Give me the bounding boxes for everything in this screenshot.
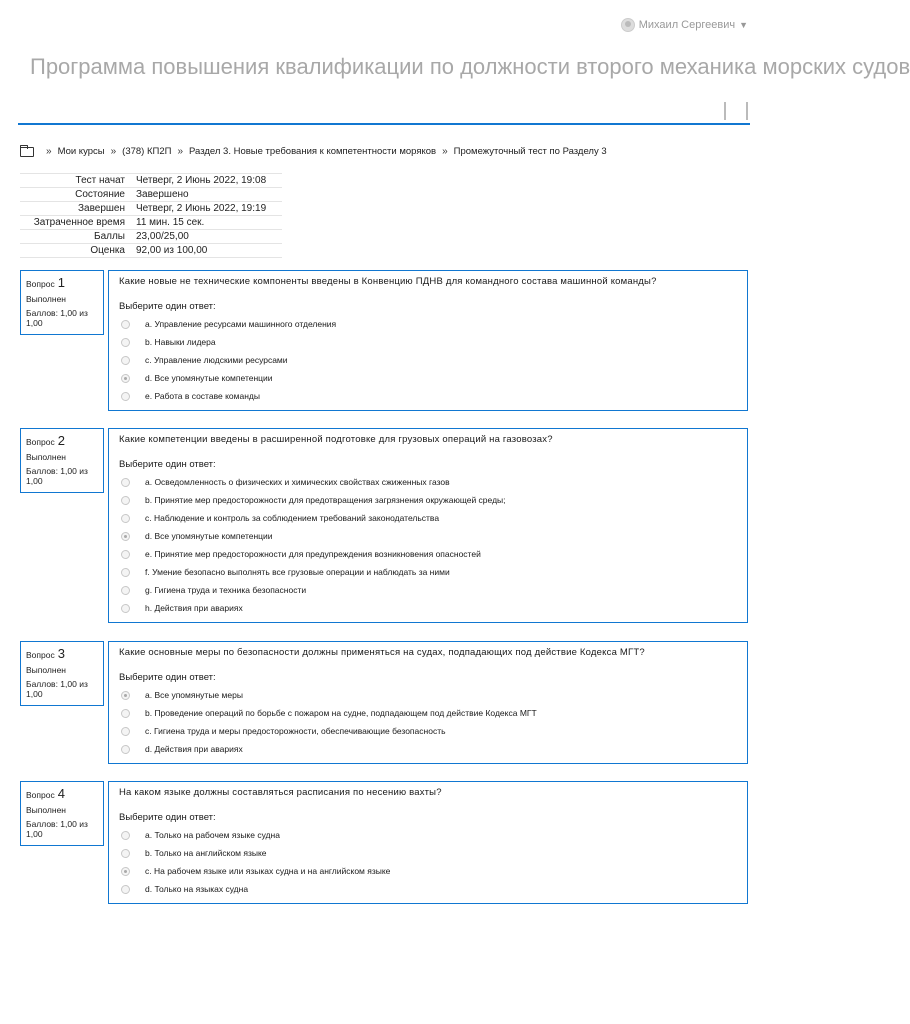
question-text: Какие новые не технические компоненты введены в Конвенцию ПДНВ для командного состава машинной команды? xyxy=(119,276,657,287)
answer-option[interactable] xyxy=(119,351,737,369)
answer-option[interactable] xyxy=(119,862,737,880)
summary-label: Тест начат xyxy=(20,174,134,188)
question-text: На каком языке должны составляться расписания по несению вахты? xyxy=(119,787,442,798)
summary-value: 11 мин. 15 сек. xyxy=(134,216,282,230)
radio-button[interactable] xyxy=(121,392,130,401)
summary-row xyxy=(20,230,282,244)
attempt-summary-table xyxy=(20,173,282,258)
question-info xyxy=(20,428,104,493)
answer-label: a. Управление ресурсами машинного отделения xyxy=(145,319,337,329)
answer-list xyxy=(119,826,737,898)
question-grade: Баллов: 1,00 из 1,00 xyxy=(26,308,88,329)
question-state: Выполнен xyxy=(26,805,66,815)
answer-option[interactable] xyxy=(119,491,737,509)
answer-label: f. Умение безопасно выполнять все грузовые операции и наблюдать за ними xyxy=(145,567,450,577)
answer-option[interactable] xyxy=(119,333,737,351)
breadcrumb-section[interactable]: Раздел 3. Новые требования к компетентности моряков xyxy=(189,146,437,157)
user-menu[interactable] xyxy=(621,18,748,32)
question-content xyxy=(108,641,748,764)
radio-button[interactable] xyxy=(121,849,130,858)
question-info xyxy=(20,641,104,706)
header-divider xyxy=(18,123,750,125)
summary-value: 23,00/25,00 xyxy=(134,230,282,244)
user-name: Михаил Сергеевич xyxy=(638,19,736,31)
question-number: Вопрос 1 xyxy=(26,275,65,290)
answer-label: a. Осведомленность о физических и химических свойствах сжиженных газов xyxy=(145,477,450,487)
answer-label: b. Проведение операций по борьбе с пожаром на судне, подпадающем под действие Кодекса МГТ xyxy=(145,708,537,718)
answer-option[interactable] xyxy=(119,599,737,617)
answer-label: b. Навыки лидера xyxy=(145,337,216,347)
summary-row xyxy=(20,202,282,216)
question-text: Какие основные меры по безопасности должны применяться на судах, подпадающих под действие Кодекса МГТ? xyxy=(119,647,645,658)
chevron-right-icon: » xyxy=(442,146,448,157)
answer-option[interactable] xyxy=(119,740,737,758)
answer-label: a. Все упомянутые меры xyxy=(145,690,243,700)
question-info xyxy=(20,781,104,846)
breadcrumb-my-courses[interactable]: Мои курсы xyxy=(57,146,105,157)
chevron-right-icon: » xyxy=(46,146,52,157)
answer-option[interactable] xyxy=(119,722,737,740)
summary-value: Завершено xyxy=(134,188,282,202)
answer-label: d. Действия при авариях xyxy=(145,744,243,754)
question-number: Вопрос 4 xyxy=(26,786,65,801)
summary-value: Четверг, 2 Июнь 2022, 19:19 xyxy=(134,202,282,216)
radio-button[interactable] xyxy=(121,885,130,894)
question-content xyxy=(108,781,748,904)
answer-option[interactable] xyxy=(119,315,737,333)
summary-row xyxy=(20,216,282,230)
answer-option[interactable] xyxy=(119,509,737,527)
summary-label: Затраченное время xyxy=(20,216,134,230)
question-grade: Баллов: 1,00 из 1,00 xyxy=(26,679,88,700)
answer-prompt: Выберите один ответ: xyxy=(119,672,216,683)
answer-option[interactable] xyxy=(119,581,737,599)
answer-label: c. Гигиена труда и меры предосторожности, обеспечивающие безопасность xyxy=(145,726,446,736)
summary-label: Завершен xyxy=(20,202,134,216)
radio-button[interactable] xyxy=(121,478,130,487)
answer-option[interactable] xyxy=(119,369,737,387)
answer-prompt: Выберите один ответ: xyxy=(119,812,216,823)
radio-button[interactable] xyxy=(121,586,130,595)
radio-button[interactable] xyxy=(121,514,130,523)
answer-list xyxy=(119,315,737,405)
answer-label: d. Все упомянутые компетенции xyxy=(145,373,273,383)
folder-icon xyxy=(20,147,34,157)
radio-button[interactable] xyxy=(121,831,130,840)
answer-label: a. Только на рабочем языке судна xyxy=(145,830,280,840)
radio-button[interactable] xyxy=(121,604,130,613)
radio-button[interactable] xyxy=(121,550,130,559)
question-state: Выполнен xyxy=(26,452,66,462)
answer-label: c. Управление людскими ресурсами xyxy=(145,355,288,365)
radio-button-selected[interactable] xyxy=(121,691,130,700)
answer-label: e. Принятие мер предосторожности для предупреждения возникновения опасностей xyxy=(145,549,481,559)
radio-button[interactable] xyxy=(121,727,130,736)
question-number: Вопрос 2 xyxy=(26,433,65,448)
summary-row xyxy=(20,174,282,188)
question-content xyxy=(108,270,748,411)
answer-option[interactable] xyxy=(119,826,737,844)
answer-label: c. На рабочем языке или языках судна и на английском языке xyxy=(145,866,391,876)
radio-button[interactable] xyxy=(121,320,130,329)
summary-label: Оценка xyxy=(20,244,134,258)
breadcrumb xyxy=(20,146,607,157)
question-grade: Баллов: 1,00 из 1,00 xyxy=(26,466,88,487)
answer-option[interactable] xyxy=(119,686,737,704)
answer-option[interactable] xyxy=(119,563,737,581)
answer-prompt: Выберите один ответ: xyxy=(119,459,216,470)
answer-label: b. Принятие мер предосторожности для предотвращения загрязнения окружающей среды; xyxy=(145,495,506,505)
radio-button-selected[interactable] xyxy=(121,867,130,876)
answer-option[interactable] xyxy=(119,844,737,862)
answer-label: b. Только на английском языке xyxy=(145,848,267,858)
summary-value: 92,00 из 100,00 xyxy=(134,244,282,258)
answer-label: g. Гигиена труда и техника безопасности xyxy=(145,585,307,595)
question-state: Выполнен xyxy=(26,294,66,304)
answer-option[interactable] xyxy=(119,527,737,545)
answer-label: h. Действия при авариях xyxy=(145,603,243,613)
summary-value: Четверг, 2 Июнь 2022, 19:08 xyxy=(134,174,282,188)
summary-row xyxy=(20,244,282,258)
answer-option[interactable] xyxy=(119,704,737,722)
chevron-right-icon: » xyxy=(110,146,117,157)
radio-button-selected[interactable] xyxy=(121,374,130,383)
question-state: Выполнен xyxy=(26,665,66,675)
question-content xyxy=(108,428,748,623)
radio-button[interactable] xyxy=(121,568,130,577)
avatar xyxy=(621,18,635,32)
answer-option[interactable] xyxy=(119,545,737,563)
radio-button[interactable] xyxy=(121,338,130,347)
question-info xyxy=(20,270,104,335)
breadcrumb-quiz[interactable]: Промежуточный тест по Разделу 3 xyxy=(453,146,607,157)
answer-label: d. Только на языках судна xyxy=(145,884,249,894)
answer-label: e. Работа в составе команды xyxy=(145,391,260,401)
answer-option[interactable] xyxy=(119,880,737,898)
answer-prompt: Выберите один ответ: xyxy=(119,301,216,312)
radio-button-selected[interactable] xyxy=(121,532,130,541)
answer-option[interactable] xyxy=(119,473,737,491)
answer-list xyxy=(119,686,737,758)
summary-label: Баллы xyxy=(20,230,134,244)
answer-label: c. Наблюдение и контроль за соблюдением требований законодательства xyxy=(145,513,440,523)
bracket-icon[interactable] xyxy=(724,102,748,120)
breadcrumb-course[interactable]: (378) КП2П xyxy=(122,146,172,157)
answer-list xyxy=(119,473,737,617)
chevron-right-icon: » xyxy=(177,146,184,157)
radio-button[interactable] xyxy=(121,496,130,505)
question-text: Какие компетенции введены в расширенной подготовке для грузовых операций на газовозах? xyxy=(119,434,553,445)
page-title: Программа повышения квалификации по должности второго механика морских судов xyxy=(30,54,910,79)
answer-option[interactable] xyxy=(119,387,737,405)
summary-label: Состояние xyxy=(20,188,134,202)
summary-row xyxy=(20,188,282,202)
radio-button[interactable] xyxy=(121,745,130,754)
radio-button[interactable] xyxy=(121,356,130,365)
radio-button[interactable] xyxy=(121,709,130,718)
question-number: Вопрос 3 xyxy=(26,646,65,661)
answer-label: d. Все упомянутые компетенции xyxy=(145,531,273,541)
chevron-down-icon: ▼ xyxy=(739,20,748,30)
question-grade: Баллов: 1,00 из 1,00 xyxy=(26,819,88,840)
